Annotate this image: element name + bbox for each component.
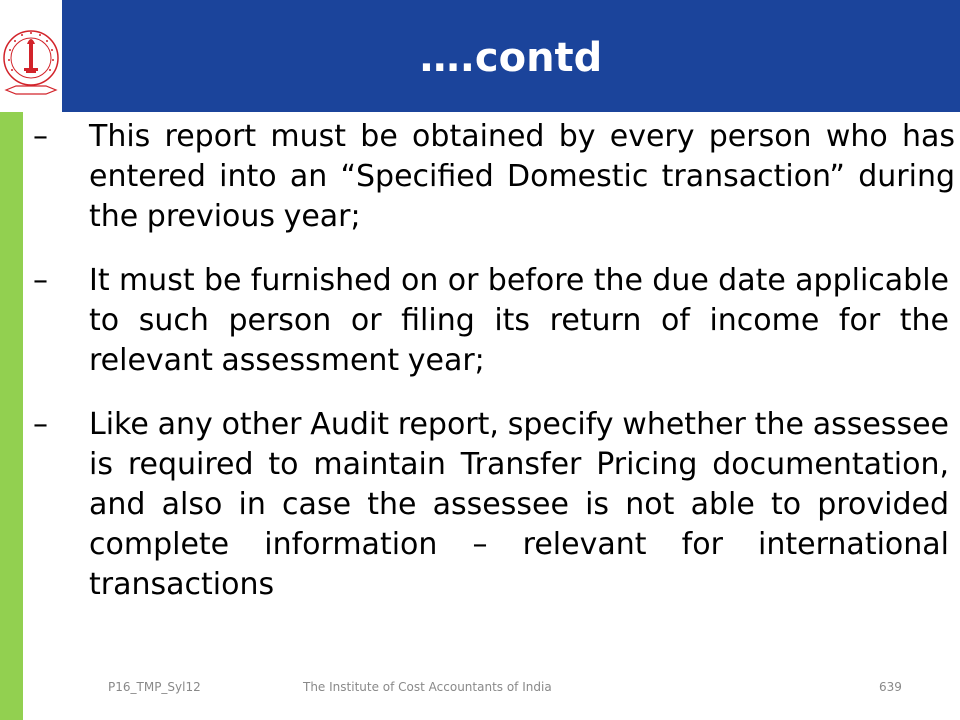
bullet-marker: –: [33, 263, 48, 298]
header-band: [0, 0, 960, 112]
bullet-marker: –: [33, 407, 48, 442]
list-item: [23, 405, 960, 605]
bullet-text: This report must be obtained by every person who has entered into an “Specified Domestic transaction” during the previous year;: [89, 119, 955, 234]
bullet-text: It must be furnished on or before the due date applicable to such person or filing its return of income for the relevant assessment year;: [89, 263, 949, 378]
list-item: [23, 117, 960, 237]
bullet-list: [23, 117, 960, 629]
institute-logo: [0, 0, 62, 112]
page-title: ….contd: [419, 35, 603, 81]
bullet-marker: –: [33, 119, 48, 154]
footer-course-code: P16_TMP_Syl12: [108, 680, 201, 694]
footer-page-number: 639: [879, 680, 902, 694]
footer-institute-name: The Institute of Cost Accountants of India: [303, 680, 552, 694]
accent-bar: [0, 112, 23, 720]
bullet-text: Like any other Audit report, specify whether the assessee is required to maintain Transfer Pricing documentation, and also in case the assessee is not able to provided complete information – relevant for international transactions: [89, 407, 949, 602]
list-item: [23, 261, 960, 381]
institute-seal-icon: [0, 8, 62, 108]
